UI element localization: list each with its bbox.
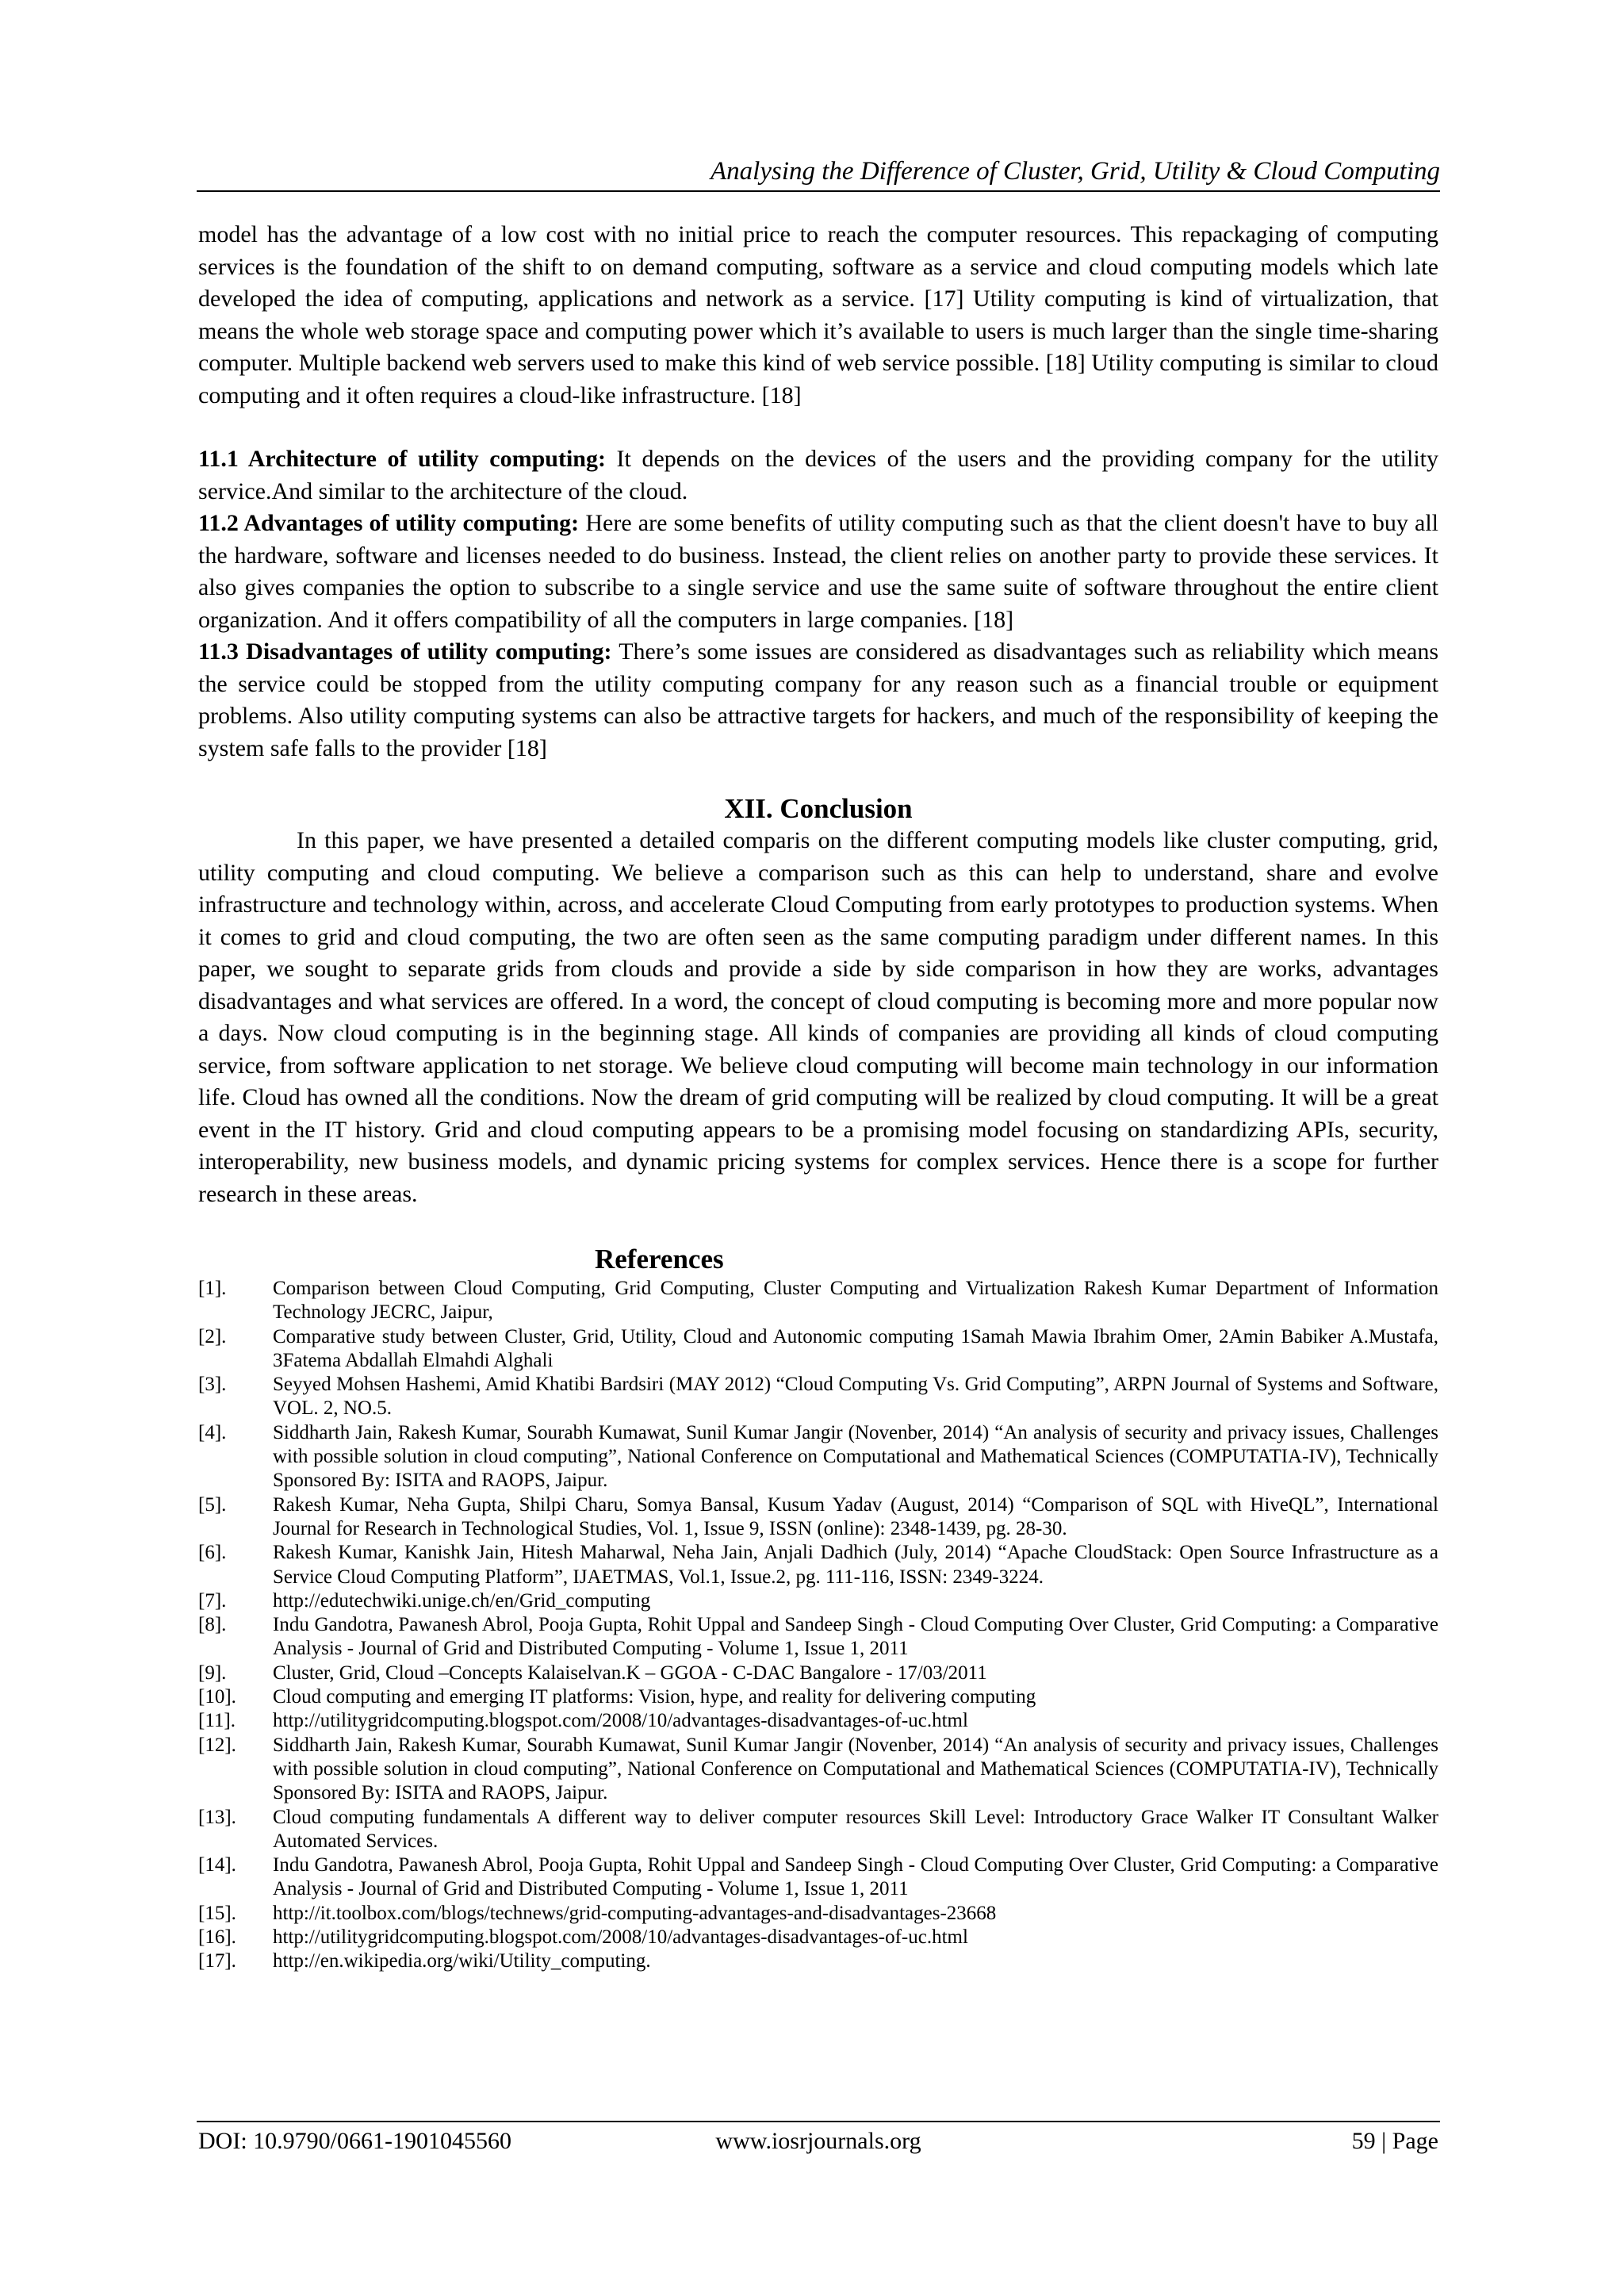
reference-item	[198, 1949, 1438, 1973]
reference-number: [15].	[198, 1902, 236, 1924]
paragraph-gap	[198, 412, 1438, 443]
reference-number: [3].	[198, 1374, 227, 1396]
reference-text: Comparative study between Cluster, Grid, Utility, Cloud and Autonomic computing 1Samah Mawia Ibrahim Omer, 2Amin Babiker A.Mustafa, 3Fatema Abdallah Elmahdi Alghali	[273, 1325, 1438, 1371]
reference-item	[198, 1662, 1438, 1685]
reference-text: Rakesh Kumar, Neha Gupta, Shilpi Charu, Somya Bansal, Kusum Yadav (August, 2014) “Comparison of SQL with HiveQL”, International Journal for Research in Technological Studies, Vol. 1, Issue 9, ISSN (online): 2348-1439, pg. 28-30.	[273, 1493, 1438, 1539]
subsection-architecture-heading: 11.1 Architecture of utility computing:	[198, 446, 606, 472]
reference-item	[198, 1853, 1438, 1902]
reference-item	[198, 1734, 1438, 1806]
reference-number: [2].	[198, 1325, 227, 1347]
reference-number: [16].	[198, 1926, 236, 1949]
reference-text: Rakesh Kumar, Kanishk Jain, Hitesh Maharwal, Neha Jain, Anjali Dadhich (July, 2014) “Apache CloudStack: Open Source Infrastructure as a Service Cloud Computing Platform”, IJAETMAS, Vol.1, Issue.2, pg. 111-116, ISSN: 2349-3224.	[273, 1542, 1438, 1588]
reference-item	[198, 1589, 1438, 1613]
journal-website-link[interactable]: www.iosrjournals.org	[715, 2128, 921, 2154]
reference-text: Cloud computing and emerging IT platforms: Vision, hype, and reality for delivering computing	[273, 1686, 1036, 1708]
reference-item	[198, 1421, 1438, 1493]
reference-number: [5].	[198, 1493, 227, 1516]
footer-divider	[197, 2121, 1440, 2122]
reference-item	[198, 1685, 1438, 1709]
intro-paragraph: model has the advantage of a low cost with no initial price to reach the computer resources. This repackaging of computing services is the foundation of the shift to on demand computing, software as a service and cloud computing models which late developed the idea of computing, applications and network as a service. [17] Utility computing is kind of virtualization, that means the whole web storage space and computing power which it’s available to users is much larger than the single time-sharing computer. Multiple backend web servers used to make this kind of web service possible. [18] Utility computing is similar to cloud computing and it often requires a cloud-like infrastructure. [18]	[198, 221, 1438, 408]
reference-item	[198, 1541, 1438, 1589]
reference-item	[198, 1277, 1438, 1325]
subsection-advantages-heading: 11.2 Advantages of utility computing:	[198, 510, 580, 536]
reference-text: Seyyed Mohsen Hashemi, Amid Khatibi Bardsiri (MAY 2012) “Cloud Computing Vs. Grid Computing”, ARPN Journal of Systems and Software, VOL. 2, NO.5.	[273, 1374, 1438, 1420]
reference-link[interactable]: http://utilitygridcomputing.blogspot.com/2008/10/advantages-disadvantages-of-uc.html	[273, 1926, 968, 1949]
subsection-architecture-text: It depends on the devices of the users and the providing company for the utility service.And similar to the architecture of the cloud.	[198, 446, 1439, 504]
reference-number: [9].	[198, 1662, 227, 1684]
reference-item	[198, 1373, 1438, 1421]
reference-number: [4].	[198, 1421, 227, 1443]
reference-number: [8].	[198, 1614, 227, 1636]
subsection-architecture	[198, 443, 1438, 508]
reference-item	[198, 1902, 1438, 1926]
reference-link[interactable]: http://en.wikipedia.org/wiki/Utility_computing.	[273, 1950, 651, 1972]
reference-item	[198, 1709, 1438, 1733]
conclusion-paragraph: In this paper, we have presented a detailed comparis on the different computing models like cluster computing, grid, utility computing and cloud computing. We believe a comparison such as this can help to understand, share and evolve infrastructure and technology within, across, and accelerate Cloud Computing from early prototypes to production systems. When it comes to grid and cloud computing, the two are often seen as the same computing paradigm under different names. In this paper, we sought to separate grids from clouds and provide a side by side comparison in how they are works, advantages disadvantages and what services are offered. In a word, the concept of cloud computing is becoming more and more popular now a days. Now cloud computing is in the beginning stage. All kinds of companies are providing all kinds of cloud computing service, from software application to net storage. We believe cloud computing will become main technology in our information life. Cloud has owned all the conditions. Now the dream of grid computing will be realized by cloud computing. It will be a great event in the IT history. Grid and cloud computing appears to be a promising model focusing on standardizing APIs, security, interoperability, new business models, and dynamic pricing systems for complex services. Hence there is a scope for further research in these areas.	[198, 827, 1438, 1207]
reference-number: [17].	[198, 1950, 236, 1972]
reference-link[interactable]: http://it.toolbox.com/blogs/technews/grid-computing-advantages-and-disadvantages-23668	[273, 1902, 997, 1924]
reference-number: [7].	[198, 1589, 227, 1612]
reference-text: Cloud computing fundamentals A different way to deliver computer resources Skill Level: Introductory Grace Walker IT Consultant Walker Automated Services.	[273, 1806, 1438, 1852]
subsection-advantages	[198, 508, 1438, 636]
subsection-disadvantages	[198, 636, 1438, 765]
reference-number: [14].	[198, 1854, 236, 1876]
reference-number: [1].	[198, 1278, 227, 1299]
reference-list	[198, 1277, 1438, 1974]
reference-number: [6].	[198, 1542, 227, 1564]
reference-text: Siddharth Jain, Rakesh Kumar, Sourabh Kumawat, Sunil Kumar Jangir (Novenber, 2014) “An analysis of security and privacy issues, Challenges with possible solution in cloud computing”, National Conference on Computational and Mathematical Sciences (COMPUTATIA-IV), Technically Sponsored By: ISITA and RAOPS, Jaipur.	[273, 1421, 1438, 1492]
conclusion-heading: XII. Conclusion	[724, 793, 913, 824]
subsection-disadvantages-text: There’s some issues are considered as disadvantages such as reliability which means the service could be stopped from the utility computing company for any reason such as a financial trouble or equipment problems. Also utility computing systems can also be attractive targets for hackers, and much of the responsibility of keeping the system safe falls to the provider [18]	[198, 638, 1438, 761]
reference-link[interactable]: http://utilitygridcomputing.blogspot.com/2008/10/advantages-disadvantages-of-uc.html	[273, 1710, 968, 1732]
page-number: 59 | Page	[1351, 2128, 1438, 2154]
reference-item	[198, 1493, 1438, 1542]
reference-text: Indu Gandotra, Pawanesh Abrol, Pooja Gupta, Rohit Uppal and Sandeep Singh - Cloud Computing Over Cluster, Grid Computing: a Comparative Analysis - Journal of Grid and Distributed Computing - Volume 1, Issue 1, 2011	[273, 1614, 1438, 1660]
reference-link[interactable]: http://edutechwiki.unige.ch/en/Grid_computing	[273, 1589, 651, 1612]
reference-text: Siddharth Jain, Rakesh Kumar, Sourabh Kumawat, Sunil Kumar Jangir (Novenber, 2014) “An analysis of security and privacy issues, Challenges with possible solution in cloud computing”, National Conference on Computational and Mathematical Sciences (COMPUTATIA-IV), Technically Sponsored By: ISITA and RAOPS, Jaipur.	[273, 1734, 1438, 1804]
subsection-advantages-text: Here are some benefits of utility computing such as that the client doesn't have to buy all the hardware, software and licenses needed to do business. Instead, the client relies on another party to provide these services. It also gives companies the option to subscribe to a single service and use the same suite of software throughout the entire client organization. And it offers compatibility of all the computers in large companies. [18]	[198, 510, 1438, 633]
reference-number: [10].	[198, 1686, 236, 1708]
reference-item	[198, 1806, 1438, 1854]
reference-text: Indu Gandotra, Pawanesh Abrol, Pooja Gupta, Rohit Uppal and Sandeep Singh - Cloud Computing Over Cluster, Grid Computing: a Comparative Analysis - Journal of Grid and Distributed Computing - Volume 1, Issue 1, 2011	[273, 1854, 1438, 1900]
reference-number: [11].	[198, 1710, 236, 1732]
header-divider	[197, 190, 1440, 192]
reference-text: Cluster, Grid, Cloud –Concepts Kalaiselvan.K – GGOA - C-DAC Bangalore - 17/03/2011	[273, 1662, 987, 1684]
reference-item	[198, 1613, 1438, 1662]
reference-number: [13].	[198, 1806, 236, 1828]
references-heading: References	[595, 1244, 724, 1274]
reference-item	[198, 1926, 1438, 1949]
doi-label: DOI: 10.9790/0661-1901045560	[198, 2128, 511, 2154]
subsection-disadvantages-heading: 11.3 Disadvantages of utility computing:	[198, 638, 612, 665]
reference-text: Comparison between Cloud Computing, Grid Computing, Cluster Computing and Virtualization Rakesh Kumar Department of Information Technology JECRC, Jaipur,	[273, 1278, 1438, 1324]
running-header: Analysing the Difference of Cluster, Grid, Utility & Cloud Computing	[710, 157, 1440, 186]
reference-number: [12].	[198, 1734, 236, 1756]
reference-item	[198, 1325, 1438, 1374]
page-body	[198, 219, 1438, 1974]
